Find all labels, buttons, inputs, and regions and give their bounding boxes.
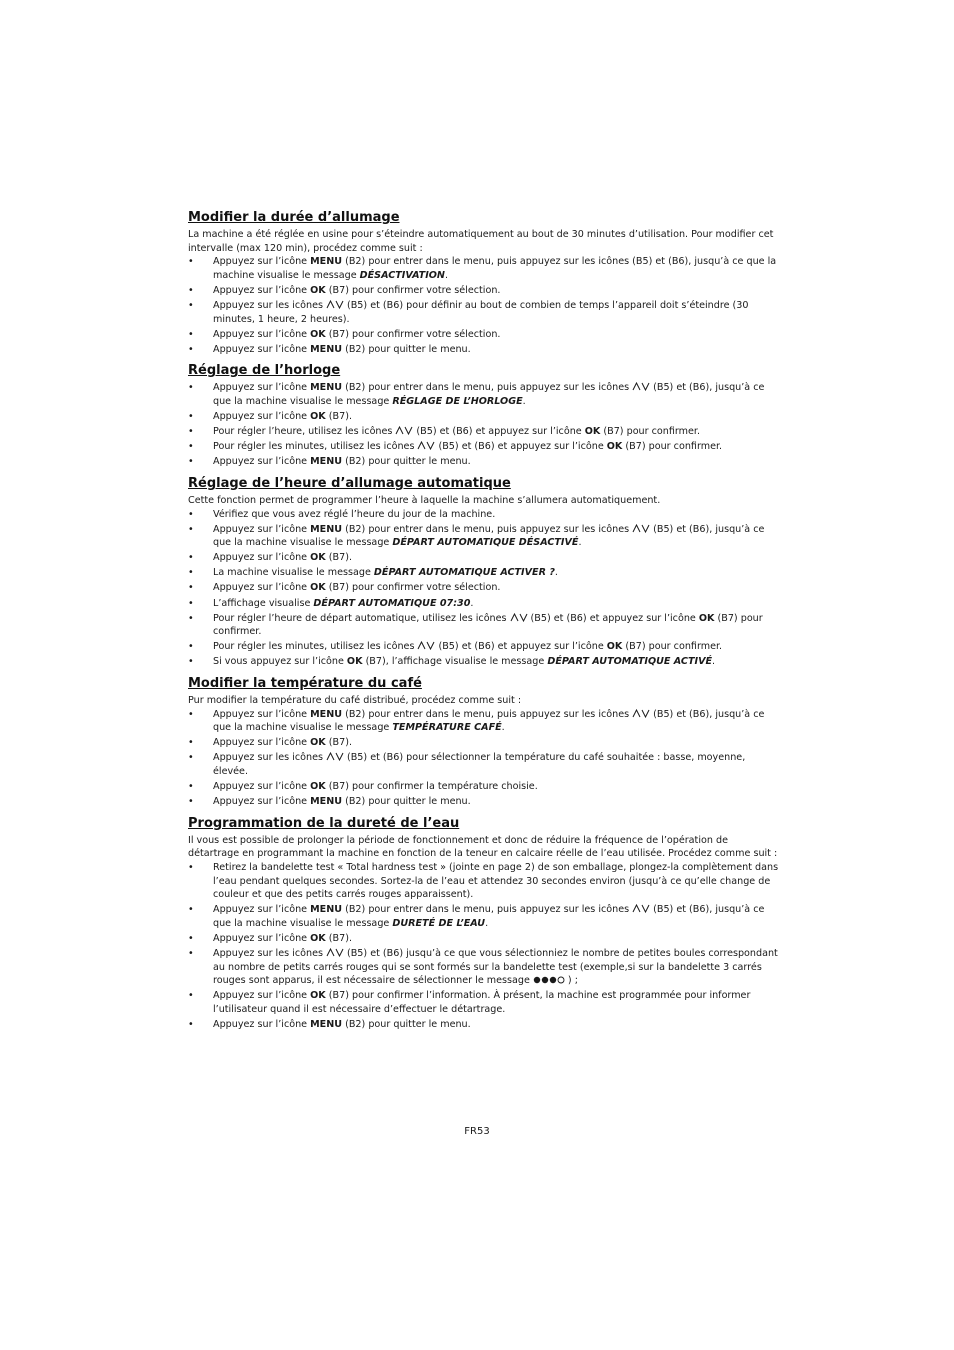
list-item: • Appuyez sur les icônes (B5) et (B6) pour définir au bout de combien de temps l’appareil doit s’éteindre (30 minutes, 1 heure, 2 heures).	[188, 299, 782, 326]
list-item: • Retirez la bandelette test « Total hardness test » (jointe en page 2) de son emballage, plongez-la complètement dans l’eau pendant quelques secondes. Sortez-la de l’eau et attendez 30 secondes environ (jusqu’à ce qu’elle change de couleur et que des petits carrés rouges apparaissent).	[188, 861, 782, 902]
list-item: • Appuyez sur les icônes (B5) et (B6) pour sélectionner la température du café souhaitée : basse, moyenne, élevée.	[188, 751, 782, 778]
list-item: • Appuyez sur l’icône MENU (B2) pour entrer dans le menu, puis appuyez sur les icônes (B5) et (B6), jusqu’à ce que la machine visualise le message RÉGLAGE DE L’HORLOGE.	[188, 381, 782, 408]
up-down-arrows-icon	[632, 709, 650, 718]
up-down-arrows-icon	[417, 441, 435, 450]
section-title: Programmation de la dureté de l’eau	[188, 815, 460, 831]
list-item: • Pour régler l’heure, utilisez les icônes (B5) et (B6) et appuyez sur l’icône OK (B7) pour confirmer.	[188, 425, 782, 439]
section-intro: Il vous est possible de prolonger la période de fonctionnement et donc de réduire la fréquence de l’opération de détartrage en programmant la machine en fonction de la teneur en calcaire réelle de l’eau utilisée. Procédez comme suit :	[188, 834, 778, 860]
section-title: Modifier la température du café	[188, 676, 422, 692]
section-title: Réglage de l’heure d’allumage automatique	[188, 475, 511, 491]
up-down-arrows-icon	[632, 382, 650, 391]
up-down-arrows-icon	[417, 641, 435, 650]
up-down-arrows-icon	[326, 948, 344, 957]
section-auto-start-time	[188, 475, 782, 669]
section-coffee-temperature	[188, 675, 782, 809]
up-down-arrows-icon	[326, 752, 344, 761]
list-item: • Appuyez sur l’icône MENU (B2) pour entrer dans le menu, puis appuyez sur les icônes (B5) et (B6), jusqu’à ce que la machine visualise le message DÉPART AUTOMATIQUE DÉSACTIVÉ.	[188, 523, 782, 550]
section-intro: Cette fonction permet de programmer l’heure à laquelle la machine s’allumera automatiquement.	[188, 494, 661, 506]
list-item: • Pour régler les minutes, utilisez les icônes (B5) et (B6) et appuyez sur l’icône OK (B7) pour confirmer.	[188, 440, 782, 454]
list-item: • Appuyez sur l’icône OK (B7) pour confirmer l’information. À présent, la machine est programmée pour informer l’utilisateur quand il est nécessaire d’effectuer le détartrage.	[188, 989, 782, 1016]
list-item: • Appuyez sur l’icône OK (B7) pour confirmer votre sélection.	[188, 284, 782, 298]
list-item: • Appuyez sur l’icône MENU (B2) pour entrer dans le menu, puis appuyez sur les icônes (B5) et (B6), jusqu’à ce que la machine visualise le message DURETÉ DE L’EAU.	[188, 903, 782, 930]
hardness-dots-icon	[533, 975, 565, 984]
list-item: • Appuyez sur l’icône OK (B7) pour confirmer votre sélection.	[188, 328, 782, 342]
list-item: • Appuyez sur l’icône OK (B7).	[188, 932, 782, 946]
list-item: • Si vous appuyez sur l’icône OK (B7), l’affichage visualise le message DÉPART AUTOMATIQUE ACTIVÉ.	[188, 655, 782, 669]
step-list	[188, 255, 782, 356]
page-number: FR53	[464, 1126, 490, 1137]
list-item: • Appuyez sur l’icône MENU (B2) pour quitter le menu.	[188, 1018, 782, 1032]
step-list	[188, 508, 782, 670]
step-list	[188, 381, 782, 469]
section-intro: Pur modifier la température du café distribué, procédez comme suit :	[188, 695, 522, 707]
document-body	[188, 209, 782, 1038]
list-item: • Appuyez sur l’icône MENU (B2) pour entrer dans le menu, puis appuyez sur les icônes (B5) et (B6), jusqu’à ce que la machine visualise le message DÉSACTIVATION.	[188, 255, 782, 282]
section-title: Réglage de l’horloge	[188, 363, 341, 379]
list-item: • Appuyez sur l’icône MENU (B2) pour quitter le menu.	[188, 795, 782, 809]
list-item: • Appuyez sur l’icône OK (B7).	[188, 551, 782, 565]
list-item: • La machine visualise le message DÉPART AUTOMATIQUE ACTIVER ?.	[188, 566, 782, 580]
list-item: • Appuyez sur l’icône MENU (B2) pour quitter le menu.	[188, 455, 782, 469]
section-auto-off-duration	[188, 209, 782, 356]
step-list	[188, 708, 782, 809]
list-item: • Appuyez sur l’icône MENU (B2) pour quitter le menu.	[188, 343, 782, 357]
list-item: • Pour régler l’heure de départ automatique, utilisez les icônes (B5) et (B6) et appuyez sur l’icône OK (B7) pour confirmer.	[188, 612, 782, 639]
up-down-arrows-icon	[326, 300, 344, 309]
list-item: • Appuyez sur l’icône OK (B7) pour confirmer votre sélection.	[188, 581, 782, 595]
section-title: Modifier la durée d’allumage	[188, 210, 400, 225]
up-down-arrows-icon	[510, 613, 528, 622]
list-item: • Appuyez sur l’icône MENU (B2) pour entrer dans le menu, puis appuyez sur les icônes (B5) et (B6), jusqu’à ce que la machine visualise le message TEMPÉRATURE CAFÉ.	[188, 708, 782, 735]
list-item: • Pour régler les minutes, utilisez les icônes (B5) et (B6) et appuyez sur l’icône OK (B7) pour confirmer.	[188, 640, 782, 654]
list-item: • Appuyez sur les icônes (B5) et (B6) jusqu’à ce que vous sélectionniez le nombre de petites boules correspondant au nombre de petits carrés rouges qui se sont formés sur la bandelette test (exemple,si sur la bandelette 3 carrés rouges sont apparus, il est nécessaire de sélectionner le message ) ;	[188, 947, 782, 988]
section-intro: La machine a été réglée en usine pour s’éteindre automatiquement au bout de 30 minutes d’utilisation. Pour modifier cet intervalle (max 120 min), procédez comme suit :	[188, 229, 774, 254]
up-down-arrows-icon	[632, 524, 650, 533]
list-item: • Vérifiez que vous avez réglé l’heure du jour de la machine.	[188, 508, 782, 522]
list-item: • Appuyez sur l’icône OK (B7) pour confirmer la température choisie.	[188, 780, 782, 794]
list-item: • L’affichage visualise DÉPART AUTOMATIQUE 07:30.	[188, 597, 782, 611]
up-down-arrows-icon	[632, 904, 650, 913]
up-down-arrows-icon	[395, 426, 413, 435]
section-water-hardness	[188, 815, 782, 1032]
step-list	[188, 861, 782, 1032]
list-item: • Appuyez sur l’icône OK (B7).	[188, 736, 782, 750]
list-item: • Appuyez sur l’icône OK (B7).	[188, 410, 782, 424]
section-clock-setting	[188, 362, 782, 469]
